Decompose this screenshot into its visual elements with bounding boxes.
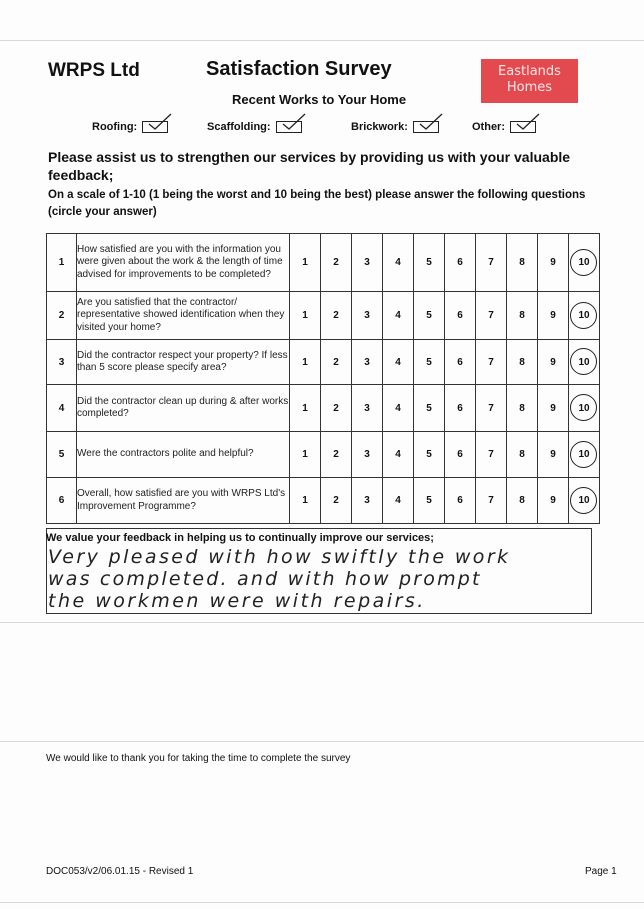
score-option[interactable]: 5 bbox=[414, 292, 445, 340]
question-number: 3 bbox=[47, 340, 77, 385]
score-option[interactable]: 5 bbox=[414, 385, 445, 432]
work-type-other[interactable] bbox=[472, 121, 536, 133]
score-option[interactable]: 8 bbox=[507, 292, 538, 340]
organisation-name: WRPS Ltd bbox=[48, 60, 140, 81]
question-number: 4 bbox=[47, 385, 77, 432]
score-option[interactable]: 4 bbox=[383, 292, 414, 340]
score-option[interactable]: 9 bbox=[538, 432, 569, 478]
score-option[interactable]: 3 bbox=[352, 234, 383, 292]
scale-instructions: On a scale of 1-10 (1 being the worst and 10 being the best) please answer the following questions (circle your answer) bbox=[48, 189, 586, 218]
survey-subtitle: Recent Works to Your Home bbox=[232, 92, 407, 107]
feedback-handwriting-line: the workmen were with repairs. bbox=[48, 590, 426, 612]
eastlands-homes-logo bbox=[481, 59, 578, 103]
score-option[interactable]: 6 bbox=[445, 432, 476, 478]
score-option[interactable]: 9 bbox=[538, 385, 569, 432]
score-option[interactable]: 4 bbox=[383, 340, 414, 385]
score-option[interactable]: 8 bbox=[507, 478, 538, 524]
score-option[interactable]: 4 bbox=[383, 478, 414, 524]
question-row bbox=[47, 432, 600, 478]
score-option[interactable]: 1 bbox=[290, 432, 321, 478]
score-option[interactable]: 2 bbox=[321, 385, 352, 432]
score-option[interactable]: 9 bbox=[538, 478, 569, 524]
score-option[interactable]: 7 bbox=[476, 478, 507, 524]
score-option[interactable]: 4 bbox=[383, 234, 414, 292]
score-option[interactable]: 1 bbox=[290, 478, 321, 524]
score-option[interactable]: 2 bbox=[321, 340, 352, 385]
question-text: Did the contractor respect your property? If less than 5 score please specify area? bbox=[77, 340, 290, 385]
work-type-label: Other: bbox=[472, 121, 505, 133]
score-option[interactable]: 3 bbox=[352, 385, 383, 432]
score-option[interactable]: 7 bbox=[476, 340, 507, 385]
question-row bbox=[47, 385, 600, 432]
scan-line bbox=[0, 40, 644, 41]
work-type-scaffolding[interactable] bbox=[207, 121, 302, 133]
score-option[interactable]: 3 bbox=[352, 292, 383, 340]
work-type-brickwork[interactable] bbox=[351, 121, 439, 133]
question-text: Overall, how satisfied are you with WRPS Ltd's Improvement Programme? bbox=[77, 478, 290, 524]
question-row bbox=[47, 234, 600, 292]
question-text: How satisfied are you with the information you were given about the work & the length of time advised for improvements to be completed? bbox=[77, 234, 290, 292]
score-option[interactable]: 6 bbox=[445, 340, 476, 385]
score-option-selected[interactable]: 10 bbox=[569, 340, 600, 385]
score-option-selected[interactable]: 10 bbox=[569, 432, 600, 478]
score-option[interactable]: 1 bbox=[290, 340, 321, 385]
score-option[interactable]: 7 bbox=[476, 432, 507, 478]
score-option[interactable]: 5 bbox=[414, 432, 445, 478]
score-option[interactable]: 1 bbox=[290, 292, 321, 340]
question-row bbox=[47, 478, 600, 524]
question-number: 2 bbox=[47, 292, 77, 340]
document-reference: DOC053/v2/06.01.15 - Revised 1 bbox=[46, 866, 194, 877]
logo-line-2: Homes bbox=[506, 80, 553, 95]
score-option[interactable]: 8 bbox=[507, 340, 538, 385]
score-option[interactable]: 2 bbox=[321, 234, 352, 292]
question-text: Did the contractor clean up during & after works completed? bbox=[77, 385, 290, 432]
score-option[interactable]: 2 bbox=[321, 292, 352, 340]
work-type-checkbox[interactable] bbox=[510, 121, 536, 133]
score-option[interactable]: 1 bbox=[290, 234, 321, 292]
intro-text: Please assist us to strengthen our services by providing us with your valuable feedback; bbox=[48, 149, 571, 183]
question-row bbox=[47, 340, 600, 385]
score-option[interactable]: 4 bbox=[383, 385, 414, 432]
work-type-label: Scaffolding: bbox=[207, 121, 271, 133]
question-text: Were the contractors polite and helpful? bbox=[77, 432, 290, 478]
thank-you-note: We would like to thank you for taking the time to complete the survey bbox=[46, 753, 351, 764]
feedback-handwriting-line: Very pleased with how swiftly the work bbox=[48, 546, 511, 568]
score-option[interactable]: 6 bbox=[445, 385, 476, 432]
question-number: 5 bbox=[47, 432, 77, 478]
score-option[interactable]: 3 bbox=[352, 432, 383, 478]
logo-line-1: Eastlands bbox=[498, 64, 561, 79]
work-type-checkbox[interactable] bbox=[142, 121, 168, 133]
feedback-label: We value your feedback in helping us to continually improve our services; bbox=[46, 532, 434, 544]
check-mark-icon bbox=[281, 112, 307, 132]
question-row bbox=[47, 292, 600, 340]
score-option[interactable]: 8 bbox=[507, 234, 538, 292]
scan-line bbox=[0, 902, 644, 903]
score-option[interactable]: 1 bbox=[290, 385, 321, 432]
check-mark-icon bbox=[418, 112, 444, 132]
score-option[interactable]: 9 bbox=[538, 292, 569, 340]
score-option[interactable]: 5 bbox=[414, 340, 445, 385]
score-option[interactable]: 3 bbox=[352, 340, 383, 385]
score-option[interactable]: 7 bbox=[476, 234, 507, 292]
question-text: Are you satisfied that the contractor/ representative showed identification when they visited your home? bbox=[77, 292, 290, 340]
work-type-checkbox[interactable] bbox=[413, 121, 439, 133]
feedback-handwriting-line: was completed. and with how prompt bbox=[48, 568, 482, 590]
score-option[interactable]: 5 bbox=[414, 234, 445, 292]
work-type-label: Brickwork: bbox=[351, 121, 408, 133]
score-option[interactable]: 7 bbox=[476, 292, 507, 340]
work-type-label: Roofing: bbox=[92, 121, 138, 133]
score-option[interactable]: 4 bbox=[383, 432, 414, 478]
page-number: Page 1 bbox=[585, 866, 617, 877]
survey-title: Satisfaction Survey bbox=[206, 58, 392, 80]
score-option-selected[interactable]: 10 bbox=[569, 385, 600, 432]
score-option[interactable]: 7 bbox=[476, 385, 507, 432]
score-option[interactable]: 6 bbox=[445, 292, 476, 340]
score-option[interactable]: 8 bbox=[507, 385, 538, 432]
score-option-selected[interactable]: 10 bbox=[569, 478, 600, 524]
score-option[interactable]: 6 bbox=[445, 234, 476, 292]
score-option[interactable]: 8 bbox=[507, 432, 538, 478]
score-option[interactable]: 3 bbox=[352, 478, 383, 524]
check-mark-icon bbox=[515, 112, 541, 132]
question-number: 6 bbox=[47, 478, 77, 524]
work-type-checkbox[interactable] bbox=[276, 121, 302, 133]
check-mark-icon bbox=[147, 112, 173, 132]
score-option-selected[interactable]: 10 bbox=[569, 234, 600, 292]
work-type-roofing[interactable] bbox=[92, 121, 168, 133]
score-option[interactable]: 9 bbox=[538, 340, 569, 385]
question-number: 1 bbox=[47, 234, 77, 292]
score-option[interactable]: 5 bbox=[414, 478, 445, 524]
scan-line bbox=[0, 741, 644, 742]
scan-line bbox=[0, 622, 644, 623]
score-option-selected[interactable]: 10 bbox=[569, 292, 600, 340]
score-option[interactable]: 2 bbox=[321, 478, 352, 524]
score-option[interactable]: 6 bbox=[445, 478, 476, 524]
questions-table bbox=[46, 233, 600, 524]
score-option[interactable]: 2 bbox=[321, 432, 352, 478]
score-option[interactable]: 9 bbox=[538, 234, 569, 292]
